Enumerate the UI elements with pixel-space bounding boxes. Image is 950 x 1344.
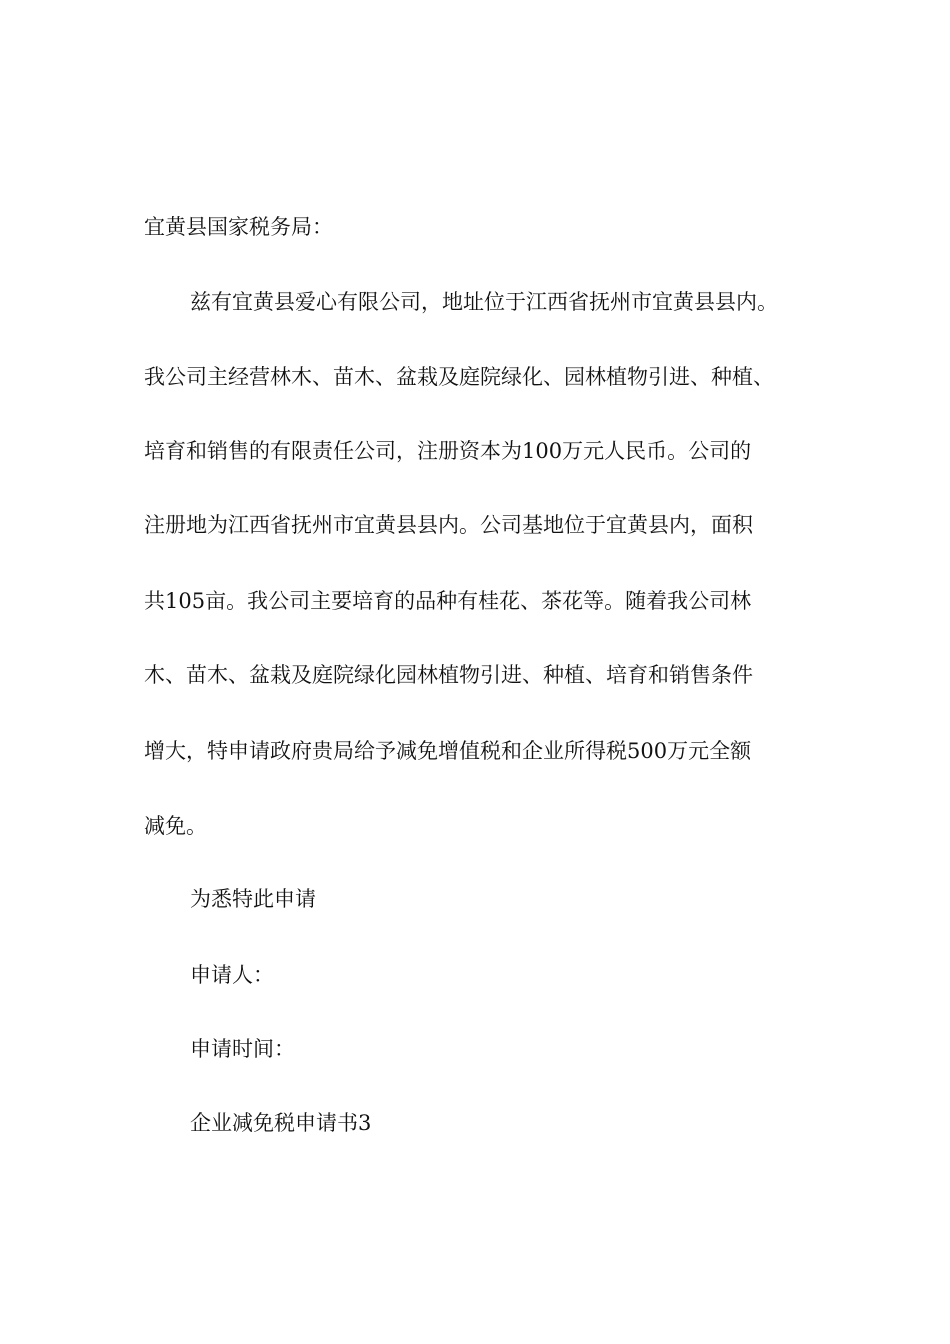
applicant-label: 申请人： <box>190 963 274 987</box>
next-document-title: 企业减免税申请书3 <box>190 1111 372 1135</box>
body-line-3: 培育和销售的有限责任公司，注册资本为100万元人民币。公司的 <box>144 439 752 463</box>
body-line-2: 我公司主经营林木、苗木、盆栽及庭院绿化、园林植物引进、种植、 <box>144 365 774 389</box>
body-line-7: 增大，特申请政府贵局给予减免增值税和企业所得税500万元全额 <box>144 739 752 763</box>
body-line-4: 注册地为江西省抚州市宜黄县县内。公司基地位于宜黄县内，面积 <box>144 513 753 537</box>
closing-line: 为悉特此申请 <box>190 887 316 911</box>
body-line-6: 木、苗木、盆栽及庭院绿化园林植物引进、种植、培育和销售条件 <box>144 663 753 687</box>
date-label: 申请时间： <box>190 1037 295 1061</box>
body-line-8: 减免。 <box>144 814 207 838</box>
salutation: 宜黄县国家税务局： <box>144 215 333 239</box>
body-line-1: 兹有宜黄县爱心有限公司，地址位于江西省抚州市宜黄县县内。 <box>190 290 778 314</box>
body-line-5: 共105亩。我公司主要培育的品种有桂花、茶花等。随着我公司林 <box>144 589 752 613</box>
